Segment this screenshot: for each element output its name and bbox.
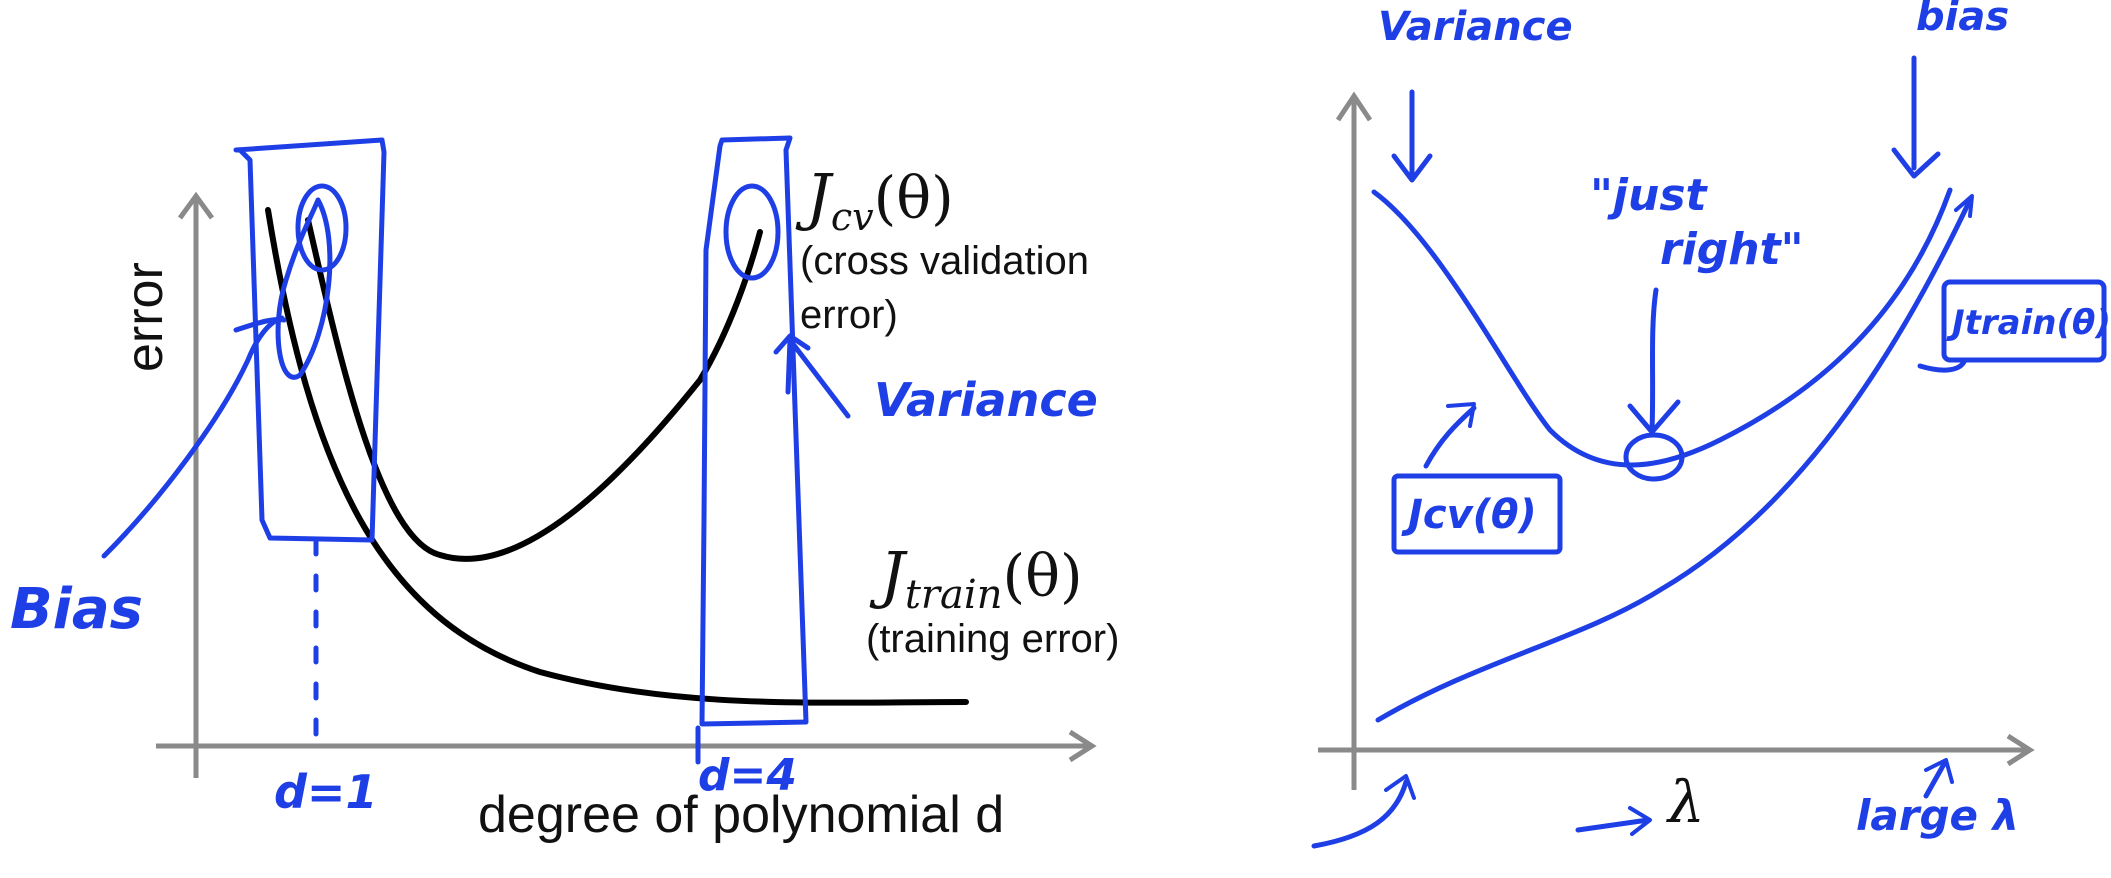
variance-right-label: Variance [1378,4,1573,50]
jtrain-label-sub: train [904,572,1003,618]
left-plot [10,138,1119,844]
d1-label: d=1 [274,765,378,819]
jcv-label-j: J [806,160,831,233]
jtrain-label [869,538,1083,618]
variance-left-label: Variance [874,373,1098,427]
jcv-box-arrow [1426,408,1474,466]
jtrain-label-j: J [880,538,905,611]
large-lambda-label: large λ [1856,791,2020,840]
jtrain-box-label: Jtrain(θ) [1952,303,2111,343]
jcv-box-label: Jcv(θ) [1408,492,1537,538]
small-lambda-arrow [1314,782,1406,846]
jcv-label-arg: (θ) [873,164,954,232]
just-right-arrow [1652,290,1656,430]
just-right-line1: "just [1590,170,1707,221]
jcv-desc-line1: (cross validation [800,239,1090,283]
right-plot [1314,0,2111,846]
bias-left-label: Bias [10,577,143,642]
jtrain-label-arg: (θ) [1002,542,1083,610]
jcv-label-sub: cv [830,195,874,239]
d4-label: d=4 [698,750,797,801]
left-y-axis-label: error [116,262,174,372]
bias-right-label: bias [1916,0,2010,40]
jcv-desc-line2: error) [800,293,898,337]
d4-highlight-box [702,138,806,724]
left-x-axis-label: degree of polynomial d [478,786,1005,844]
jcv-label [795,160,954,239]
jtrain-desc: (training error) [866,617,1120,661]
jtrain-box-arrow [1920,362,1964,370]
just-right-line2: right" [1660,224,1804,275]
lambda-symbol: λ [1668,768,1705,836]
